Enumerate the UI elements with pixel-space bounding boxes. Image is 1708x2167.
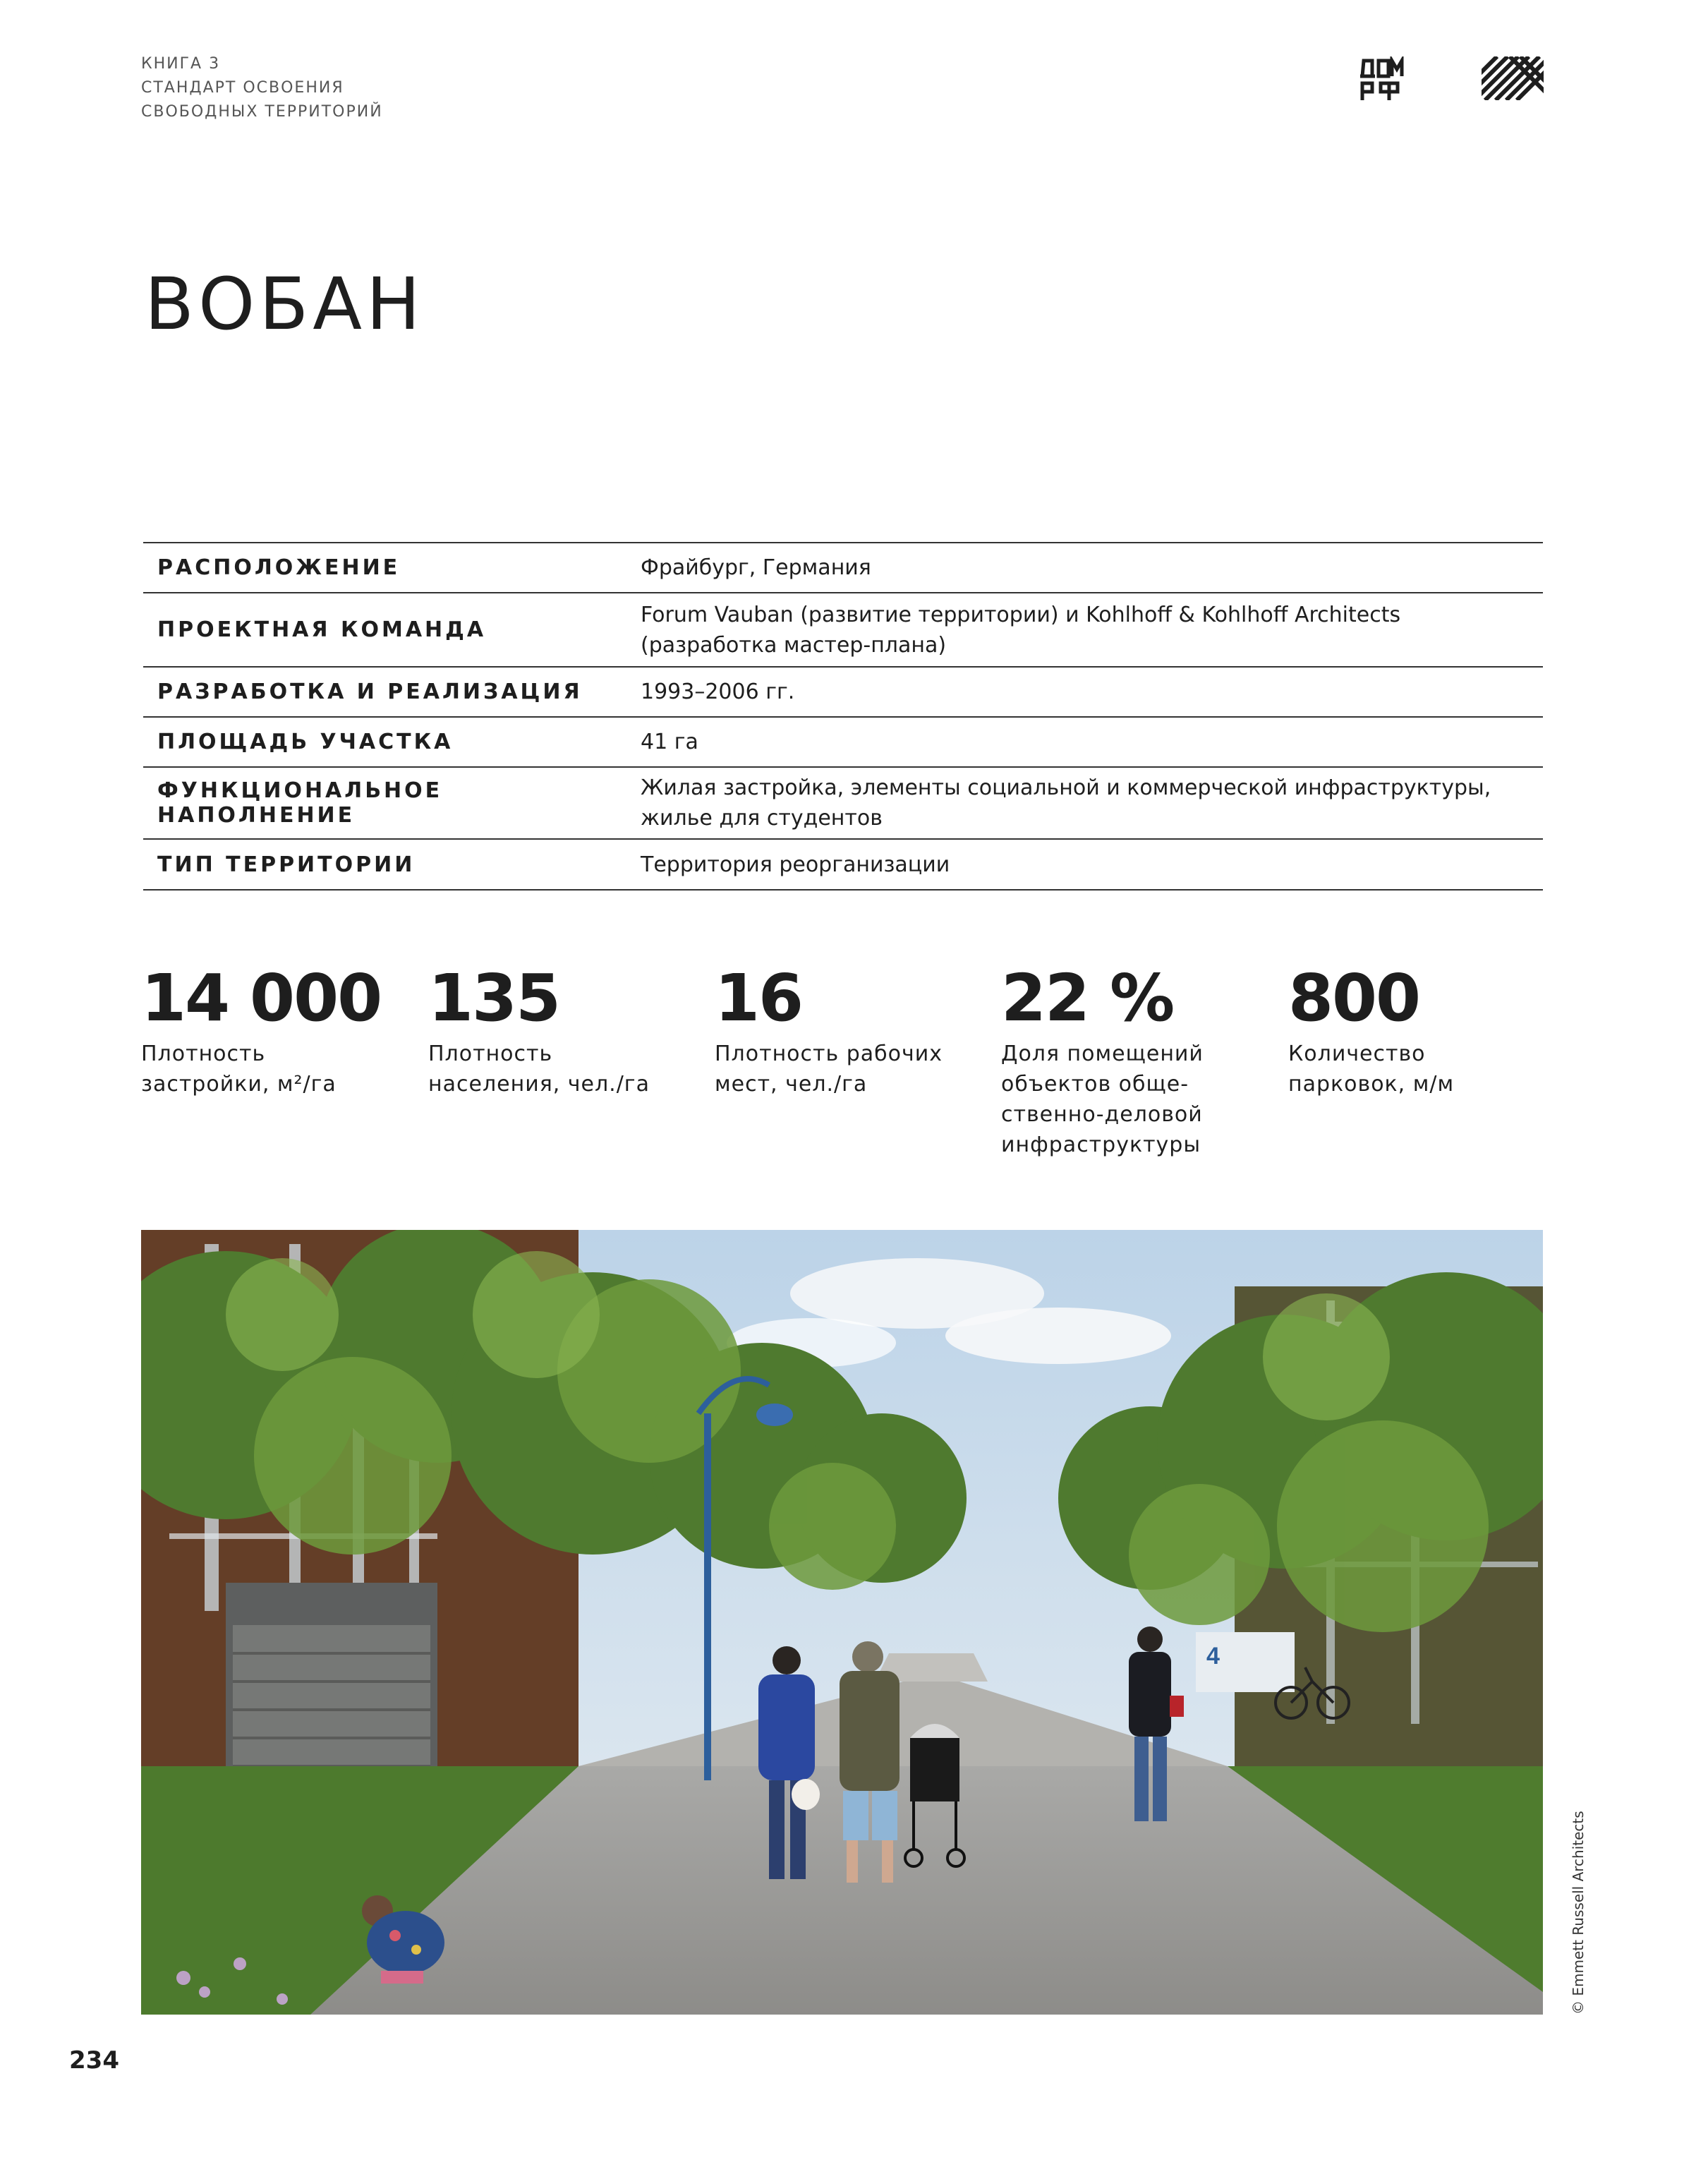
- info-value: 41 га: [641, 730, 698, 754]
- hatched-logo: [1482, 56, 1544, 100]
- info-label: РАЗРАБОТКА И РЕАЛИЗАЦИЯ: [157, 680, 583, 704]
- book-label: [141, 52, 383, 124]
- stat-label: Плотность населения, чел./га: [428, 1042, 650, 1097]
- info-row-team: [143, 593, 1543, 668]
- info-value: Forum Vauban (развитие территории) и Kohlhoff & Kohlhoff Architects (разработка мастер-плана): [641, 602, 1401, 658]
- project-info-table: [143, 542, 1543, 891]
- street-photo-illustration: [141, 1230, 1543, 2015]
- key-indicators: [141, 960, 1552, 1185]
- stat-label: Доля помещений объектов обще-ственно-деловой инфраструктуры: [1001, 1042, 1204, 1157]
- stat-label: Плотность застройки, м²/га: [141, 1042, 337, 1097]
- info-value: Фрайбург, Германия: [641, 555, 871, 580]
- info-row-area: [143, 718, 1543, 768]
- stat-label: Плотность рабочих мест, чел./га: [715, 1042, 943, 1097]
- info-label: ПРОЕКТНАЯ КОМАНДА: [157, 617, 487, 642]
- stat-value: 800: [1288, 960, 1420, 1036]
- info-value: 1993–2006 гг.: [641, 680, 795, 704]
- info-row-period: [143, 668, 1543, 718]
- info-value: Территория реорганизации: [641, 852, 950, 877]
- stat-value: 22 %: [1001, 960, 1174, 1036]
- photo-credit: © Emmett Russell Architects: [1570, 1811, 1587, 2015]
- stat-value: 14 000: [141, 960, 382, 1036]
- stat-building-density: [141, 960, 409, 1099]
- book-title-line-1: СТАНДАРТ ОСВОЕНИЯ: [141, 79, 344, 97]
- info-row-location: [143, 543, 1543, 593]
- info-label: ТИП ТЕРРИТОРИИ: [157, 852, 416, 877]
- sign-number: 4: [1206, 1643, 1220, 1670]
- book-title-line-2: СВОБОДНЫХ ТЕРРИТОРИЙ: [141, 103, 383, 121]
- info-value: Жилая застройка, элементы социальной и коммерческой инфраструктуры, жилье для студентов: [641, 775, 1491, 831]
- info-label: ФУНКЦИОНАЛЬНОЕ НАПОЛНЕНИЕ: [157, 778, 443, 828]
- stat-value: 16: [715, 960, 803, 1036]
- stat-label: Количество парковок, м/м: [1288, 1042, 1455, 1097]
- info-row-territory-type: [143, 840, 1543, 891]
- stat-parking: [1288, 960, 1556, 1099]
- stat-business-share: [1001, 960, 1269, 1160]
- info-label: РАСПОЛОЖЕНИЕ: [157, 555, 401, 580]
- stat-value: 135: [428, 960, 560, 1036]
- stat-population-density: [428, 960, 696, 1099]
- page-number: 234: [69, 2046, 119, 2075]
- stat-jobs-density: [715, 960, 983, 1099]
- info-label: ПЛОЩАДЬ УЧАСТКА: [157, 730, 454, 754]
- book-number: КНИГА 3: [141, 55, 221, 73]
- dom-rf-logo: [1359, 56, 1409, 103]
- page-title: ВОБАН: [145, 262, 425, 346]
- info-row-function: [143, 768, 1543, 840]
- street-photo: [141, 1230, 1543, 2015]
